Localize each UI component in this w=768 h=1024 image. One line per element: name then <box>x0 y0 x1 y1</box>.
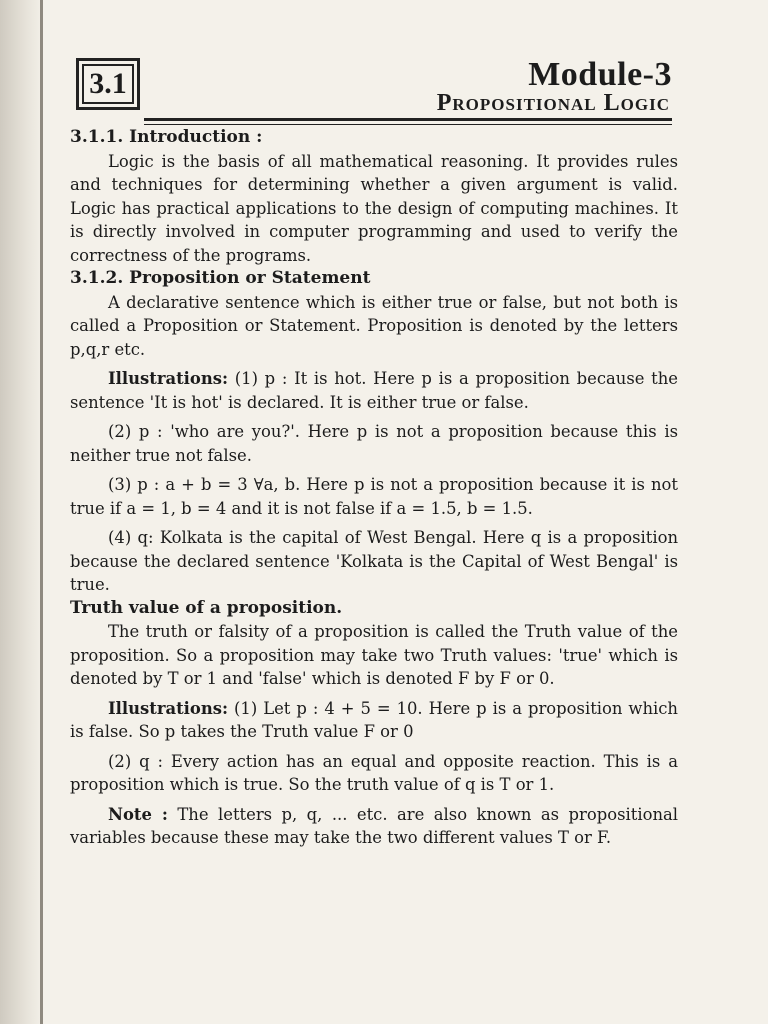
truth-value-heading: Truth value of a proposition. <box>70 597 343 618</box>
illustration-2: (2) p : 'who are you?'. Here p is not a proposition because this is neither true not false. <box>70 422 678 465</box>
illustrations-label-2: Illustrations: <box>108 698 229 718</box>
note-paragraph: Note : The letters p, q, ... etc. are also known as propositional variables because these may take the two different values T or F. <box>70 804 679 847</box>
proposition-heading: 3.1.2. Proposition or Statement <box>70 268 371 288</box>
section-number: 3.1 <box>82 64 134 104</box>
header-rule-thick <box>144 118 672 121</box>
illustration-3: (3) p : a + b = 3 ∀a, b. Here p is not a proposition because it is not true if a = 1, b = 4 and it is not false if a = 1.5, b = 1.5. <box>70 475 678 518</box>
illustration-4: (4) q: Kolkata is the capital of West Bengal. Here q is a proposition because the declared sentence 'Kolkata is the Capital of West Bengal' is true. <box>70 528 678 594</box>
illustration-1: Illustrations: (1) p : It is hot. Here p is a proposition because the sentence 'It is hot' is declared. It is either true or false. <box>70 369 678 412</box>
chapter-title: Propositional Logic <box>436 90 670 116</box>
truth-illustration-2: (2) q : Every action has an equal and opposite reaction. This is a proposition which is true. So the truth value of q is T or 1. <box>70 751 678 794</box>
truth-value-paragraph: The truth or falsity of a proposition is called the Truth value of the proposition. So a proposition may take two Truth values: 'true' which is denoted by T or 1 and 'false' which is denoted F by F or 0. <box>70 622 678 688</box>
section-number-box <box>76 58 140 110</box>
page-body <box>70 126 678 850</box>
truth-illustration-1: Illustrations: (1) Let p : 4 + 5 = 10. Here p is a proposition which is false. So p takes the Truth value F or 0 <box>70 698 678 741</box>
page-binding-edge <box>40 0 43 1024</box>
intro-paragraph: Logic is the basis of all mathematical reasoning. It provides rules and techniques for determining whether a given argument is valid. Logic has practical applications to the design of computing machines. It is directly involved in computer programming and used to verify the correctness of the programs. <box>70 151 678 265</box>
page-gutter-shadow <box>0 0 44 1024</box>
illustrations-label: Illustrations: <box>108 369 229 388</box>
module-title: Module-3 <box>528 56 672 93</box>
intro-heading: 3.1.1. Introduction : <box>70 127 263 147</box>
proposition-paragraph: A declarative sentence which is either true or false, but not both is called a Proposition or Statement. Proposition is denoted by the letters p,q,r etc. <box>70 292 678 359</box>
book-page <box>64 0 682 1024</box>
header-rule-thin <box>144 124 672 125</box>
note-label: Note : <box>108 804 168 824</box>
